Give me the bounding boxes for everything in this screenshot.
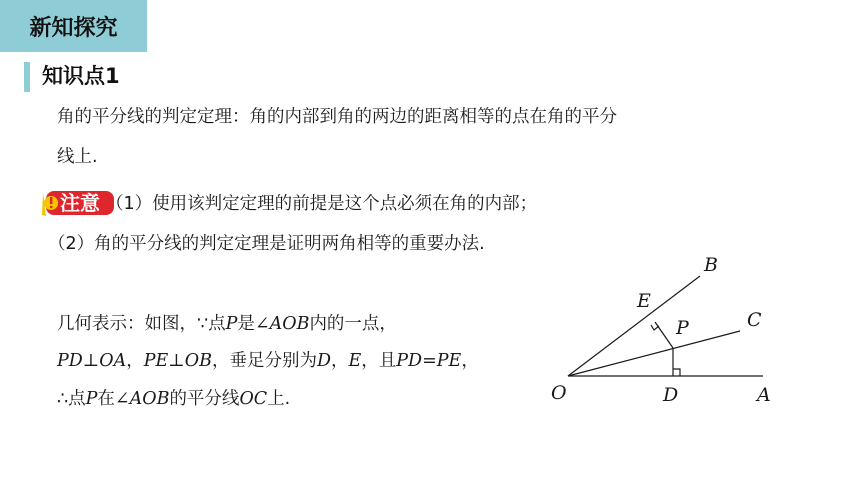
label-P: P (676, 317, 689, 339)
section-header-title: 新知探究 (29, 15, 118, 41)
label-O: O (551, 382, 567, 404)
segment-PE (655, 322, 673, 348)
note-badge-label: 注意 (60, 191, 100, 215)
knowledge-point-title: 知识点1 (42, 64, 120, 88)
label-E: E (637, 290, 651, 312)
geometry-statement-line-1: 几何表示：如图，∵点P是∠AOB内的一点， (57, 314, 397, 334)
theorem-line-1: 角的平分线的判定定理：角的内部到角的两边的距离相等的点在角的平分 (57, 107, 617, 127)
note-item-1: （1）使用该判定定理的前提是这个点必须在角的内部； (106, 194, 538, 214)
label-B: B (704, 254, 718, 276)
label-C: C (747, 309, 762, 331)
label-A: A (757, 384, 771, 406)
geometry-statement-line-2: PD⊥OA，PE⊥OB，垂足分别为D，E，且PD=PE， (57, 351, 479, 371)
ray-OC (568, 331, 740, 376)
note-item-2: （2）角的平分线的判定定理是证明两角相等的重要办法. (48, 234, 485, 254)
theorem-line-2: 线上. (57, 147, 98, 167)
geometry-statement-line-3: ∴点P在∠AOB的平分线OC上. (57, 389, 291, 409)
right-angle-mark-D (673, 369, 680, 376)
label-D: D (663, 384, 679, 406)
